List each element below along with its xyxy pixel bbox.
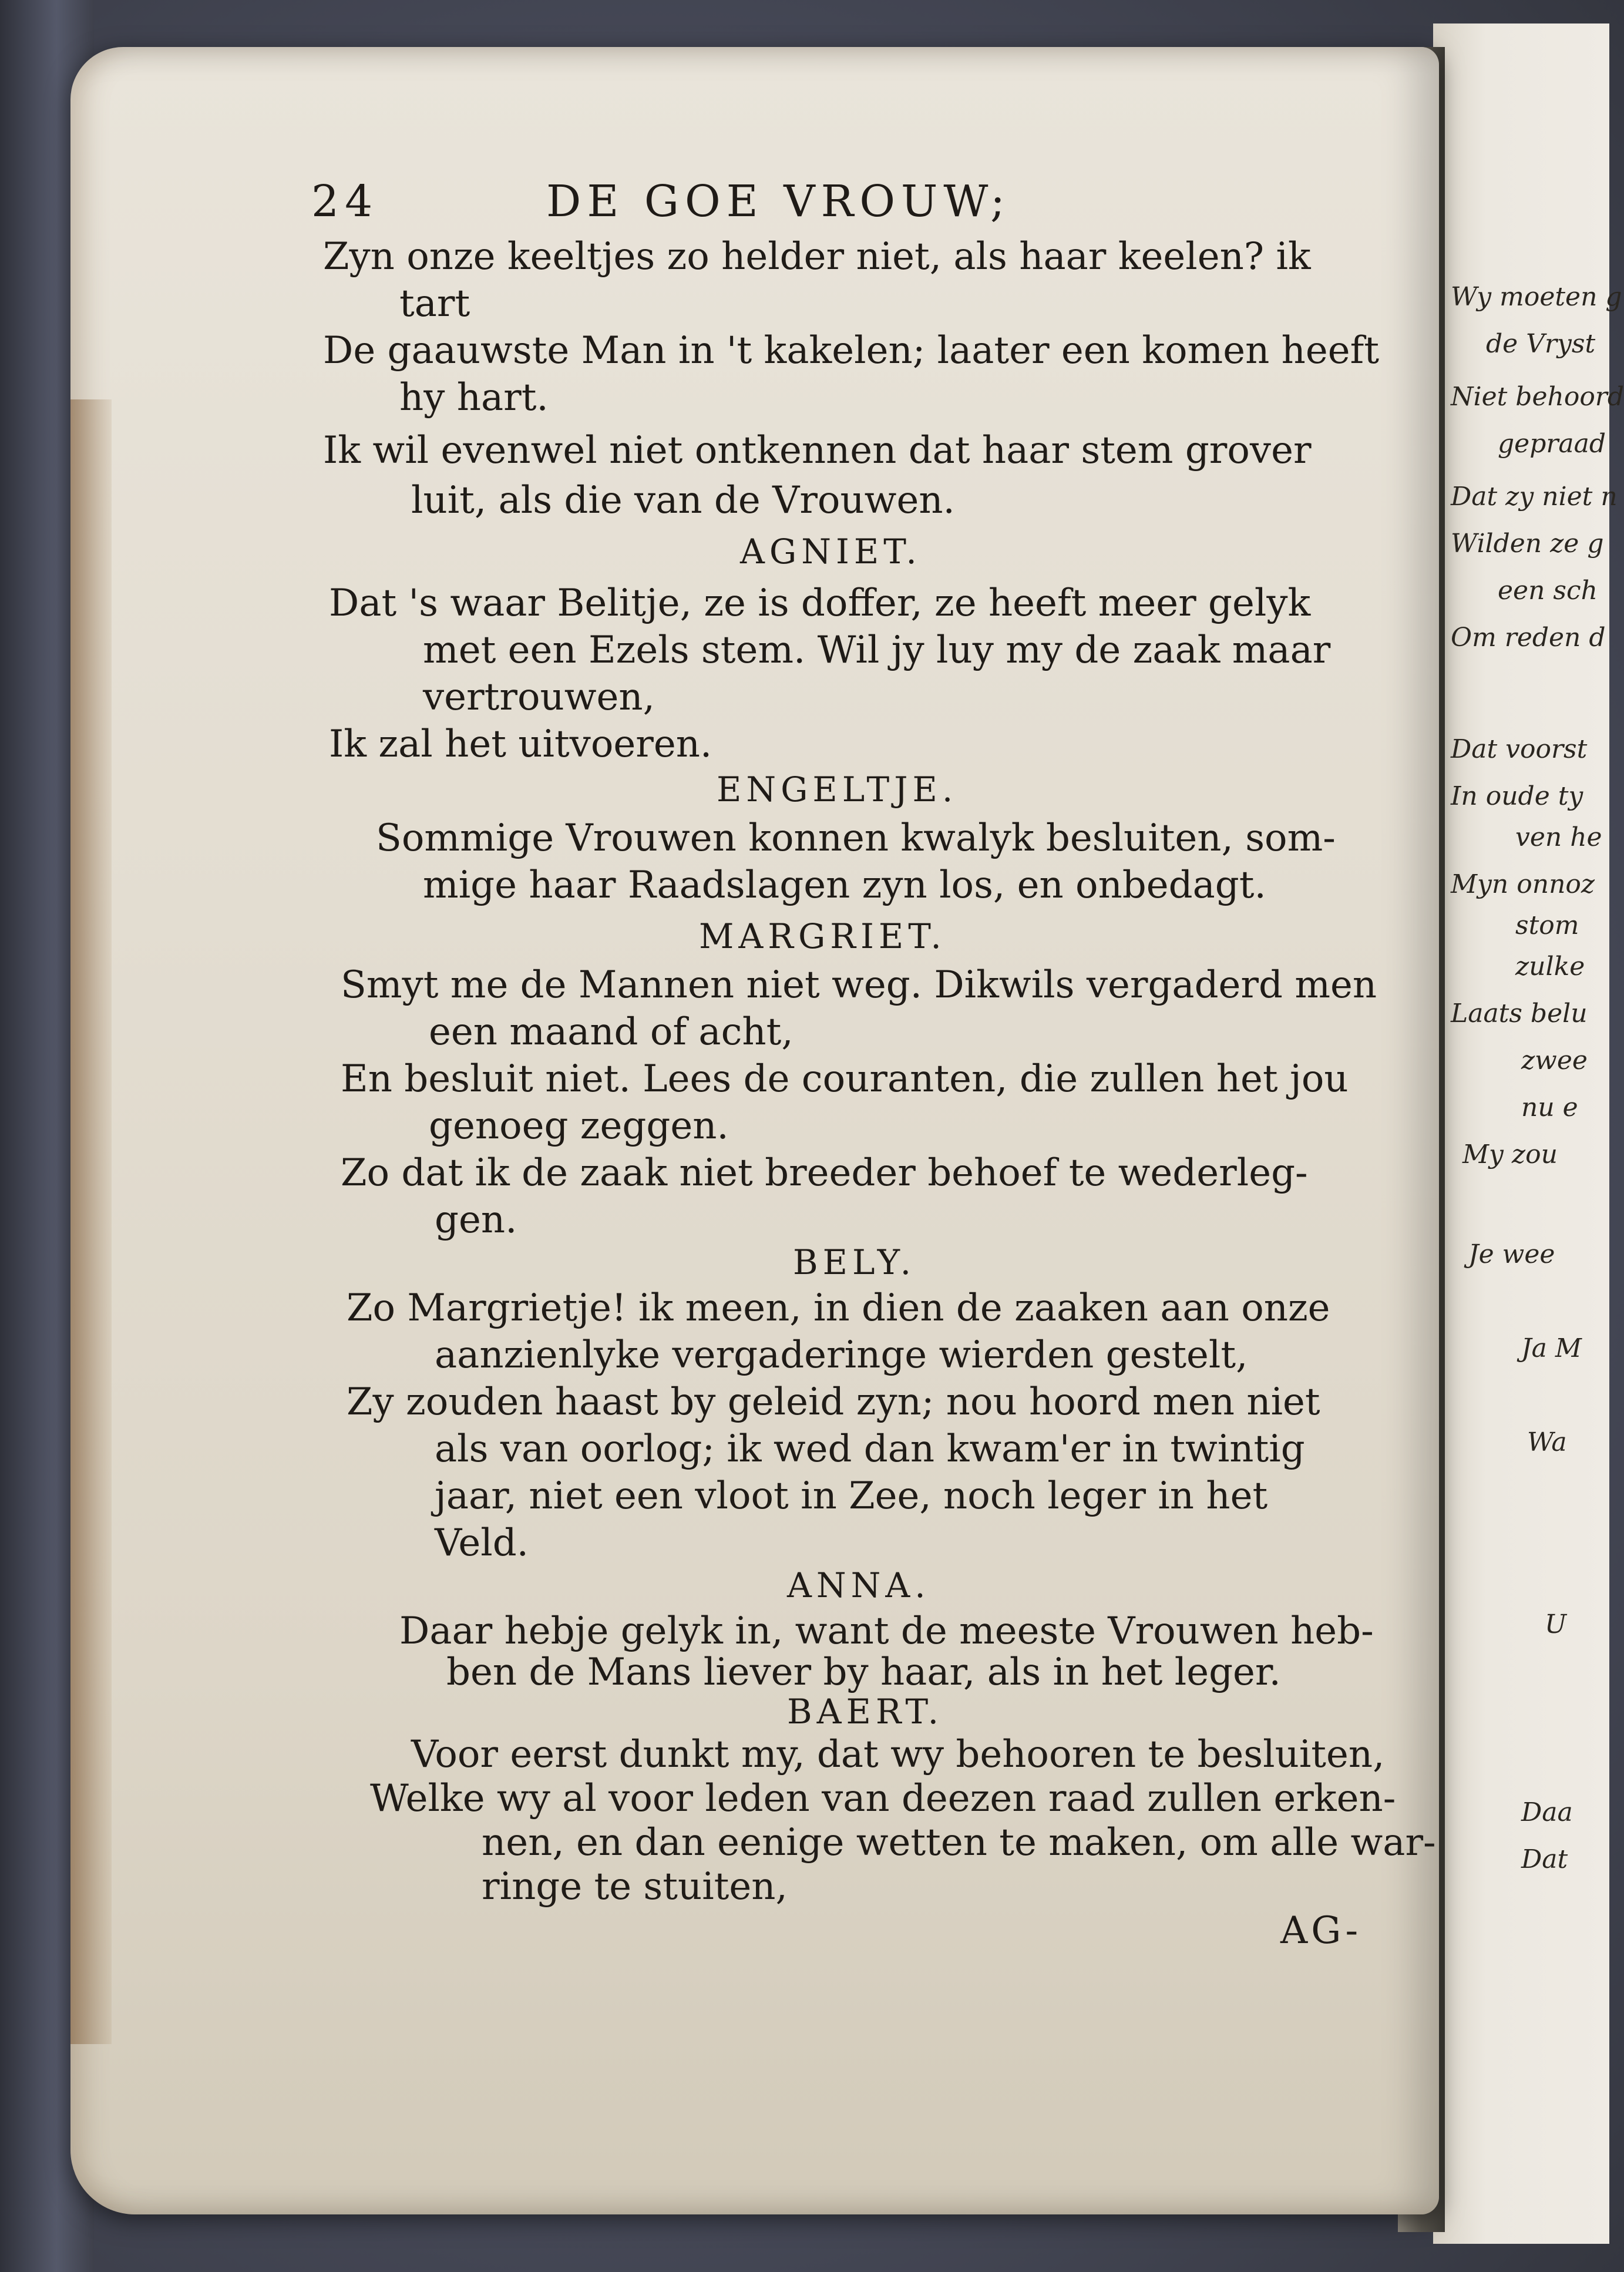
text-line: Sommige Vrouwen konnen kwalyk besluiten, som- [376,816,1336,860]
text-line: Ik zal het uitvoeren. [329,722,712,766]
facing-line: zwee [1521,1046,1588,1075]
text-line: Dat 's waar Belitje, ze is doffer, ze heeft meer gelyk [329,582,1311,625]
facing-line: Daa [1521,1797,1573,1827]
facing-line: zulke [1515,952,1585,982]
speaker-name: ENGELTJE. [717,769,958,809]
facing-line: Dat zy niet n [1451,482,1618,512]
text-line: nen, en dan eenige wetten te maken, om alle war- [482,1821,1436,1864]
text-line: aanzienlyke vergaderinge wierden gestelt, [435,1333,1248,1377]
facing-line: My zou [1462,1140,1558,1169]
speaker-name: BELY. [793,1242,916,1282]
text-line: met een Ezels stem. Wil jy luy my de zaak maar [423,629,1331,672]
speaker-name: AGNIET. [740,532,922,572]
text-line: genoeg zeggen. [429,1104,729,1148]
text-line: tart [399,282,470,325]
text-line: mige haar Raadslagen zyn los, en onbedagt. [423,863,1266,907]
facing-line: Wilden ze g [1451,529,1604,559]
facing-line: gepraad [1498,429,1606,459]
text-line: Veld. [435,1521,529,1565]
page-number: 24 [311,176,379,227]
text-line: Welke wy al voor leden van deezen raad zullen erken- [370,1777,1396,1820]
facing-line: Wa [1527,1427,1567,1457]
speaker-name: ANNA. [787,1565,930,1605]
text-line: als van oorlog; ik wed dan kwam'er in twintig [435,1427,1305,1471]
text-line: Smyt me de Mannen niet weg. Dikwils vergaderd men [341,963,1377,1007]
facing-line: Laats belu [1451,999,1588,1029]
running-title: DE GOE VROUW; [546,176,1011,227]
text-line: Zo dat ik de zaak niet breeder behoef te wederleg- [341,1151,1308,1195]
text-line: jaar, niet een vloot in Zee, noch leger in het [435,1474,1268,1518]
facing-line: nu e [1521,1093,1578,1122]
text-line: Zyn onze keeltjes zo helder niet, als haar keelen? ik [323,235,1311,278]
page-header [311,176,1134,229]
facing-line: Je wee [1468,1239,1555,1269]
text-line: ben de Mans liever by haar, als in het leger. [446,1651,1281,1694]
catchword: AG- [1280,1909,1362,1952]
facing-line: ven he [1515,822,1602,852]
page-edge-stain [70,399,112,2044]
speaker-name: MARGRIET. [699,916,946,956]
text-line: Zy zouden haast by geleid zyn; nou hoord men niet [347,1380,1320,1424]
text-line: vertrouwen, [423,675,655,719]
facing-line: Dat voorst [1451,734,1588,764]
facing-line: Ja M [1521,1333,1582,1363]
facing-line: In oude ty [1451,781,1583,811]
facing-line: een sch [1498,576,1598,606]
text-line: Ik wil evenwel niet ontkennen dat haar stem grover [323,429,1312,472]
facing-line: Myn onnoz [1451,869,1595,899]
text-line: hy hart. [399,376,549,419]
facing-line: stom [1515,910,1579,940]
facing-line: U [1545,1609,1567,1639]
text-line: Voor eerst dunkt my, dat wy behooren te besluiten, [411,1733,1385,1776]
text-line: En besluit niet. Lees de couranten, die zullen het jou [341,1057,1349,1101]
facing-line: Wy moeten g [1451,282,1622,312]
text-line: een maand of acht, [429,1010,793,1054]
speaker-name: BAERT. [787,1692,944,1732]
facing-line: Niet behoord [1451,382,1624,412]
text-line: Daar hebje gelyk in, want de meeste Vrouwen heb- [399,1609,1374,1653]
text-line: ringe te stuiten, [482,1865,788,1908]
facing-line: Om reden d [1451,623,1606,653]
facing-line: Dat [1521,1844,1568,1874]
text-line: De gaauwste Man in 't kakelen; laater een komen heeft [323,329,1380,372]
text-line: luit, als die van de Vrouwen. [411,479,955,522]
text-line: Zo Margrietje! ik meen, in dien de zaaken aan onze [347,1286,1330,1330]
facing-line: de Vryst [1486,329,1596,359]
text-line: gen. [435,1198,517,1242]
